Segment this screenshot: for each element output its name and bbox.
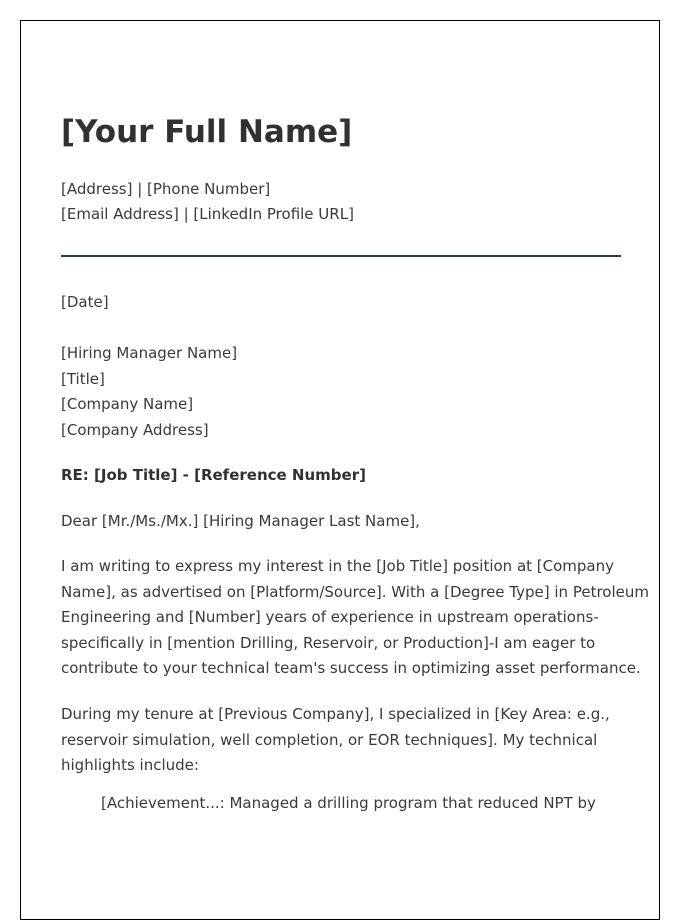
recipient-title: [Title] [61, 370, 105, 388]
reference-line: RE: [Job Title] - [Reference Number] [61, 466, 366, 484]
list-item: [Achievement...: Managed a drilling program that reduced NPT by [101, 794, 596, 812]
applicant-name: [Your Full Name] [61, 114, 353, 150]
recipient-address: [Company Address] [61, 421, 209, 439]
paragraph-line: highlights include: [61, 756, 199, 774]
paragraph-line: During my tenure at [Previous Company], I specialized in [Key Area: e.g., [61, 705, 610, 723]
contact-email-linkedin: [Email Address] | [LinkedIn Profile URL] [61, 205, 354, 223]
paragraph-intro [61, 554, 649, 682]
header-divider [61, 255, 621, 257]
paragraph-line: Engineering and [Number] years of experience in upstream operations- [61, 608, 599, 626]
paragraph-line: specifically in [mention Drilling, Reservoir, or Production]-I am eager to [61, 633, 596, 652]
recipient-company: [Company Name] [61, 395, 194, 413]
contact-address-phone: [Address] | [Phone Number] [61, 180, 271, 198]
salutation: Dear [Mr./Ms./Mx.] [Hiring Manager Last Name], [61, 512, 420, 530]
paragraph-line: I am writing to express my interest in the [Job Title] position at [Company [61, 557, 615, 575]
paragraph-line: reservoir simulation, well completion, or EOR techniques]. My technical [61, 730, 598, 749]
letter-date: [Date] [61, 293, 109, 311]
paragraph-line: Name], as advertised on [Platform/Source]. With a [Degree Type] in Petroleum [61, 582, 649, 601]
paragraph-experience [61, 702, 621, 779]
highlights-list [61, 791, 621, 816]
document-viewport [20, 20, 662, 812]
document-page [20, 20, 660, 920]
paragraph-line: contribute to your technical team's success in optimizing asset performance. [61, 659, 641, 677]
recipient-name: [Hiring Manager Name] [61, 344, 238, 362]
